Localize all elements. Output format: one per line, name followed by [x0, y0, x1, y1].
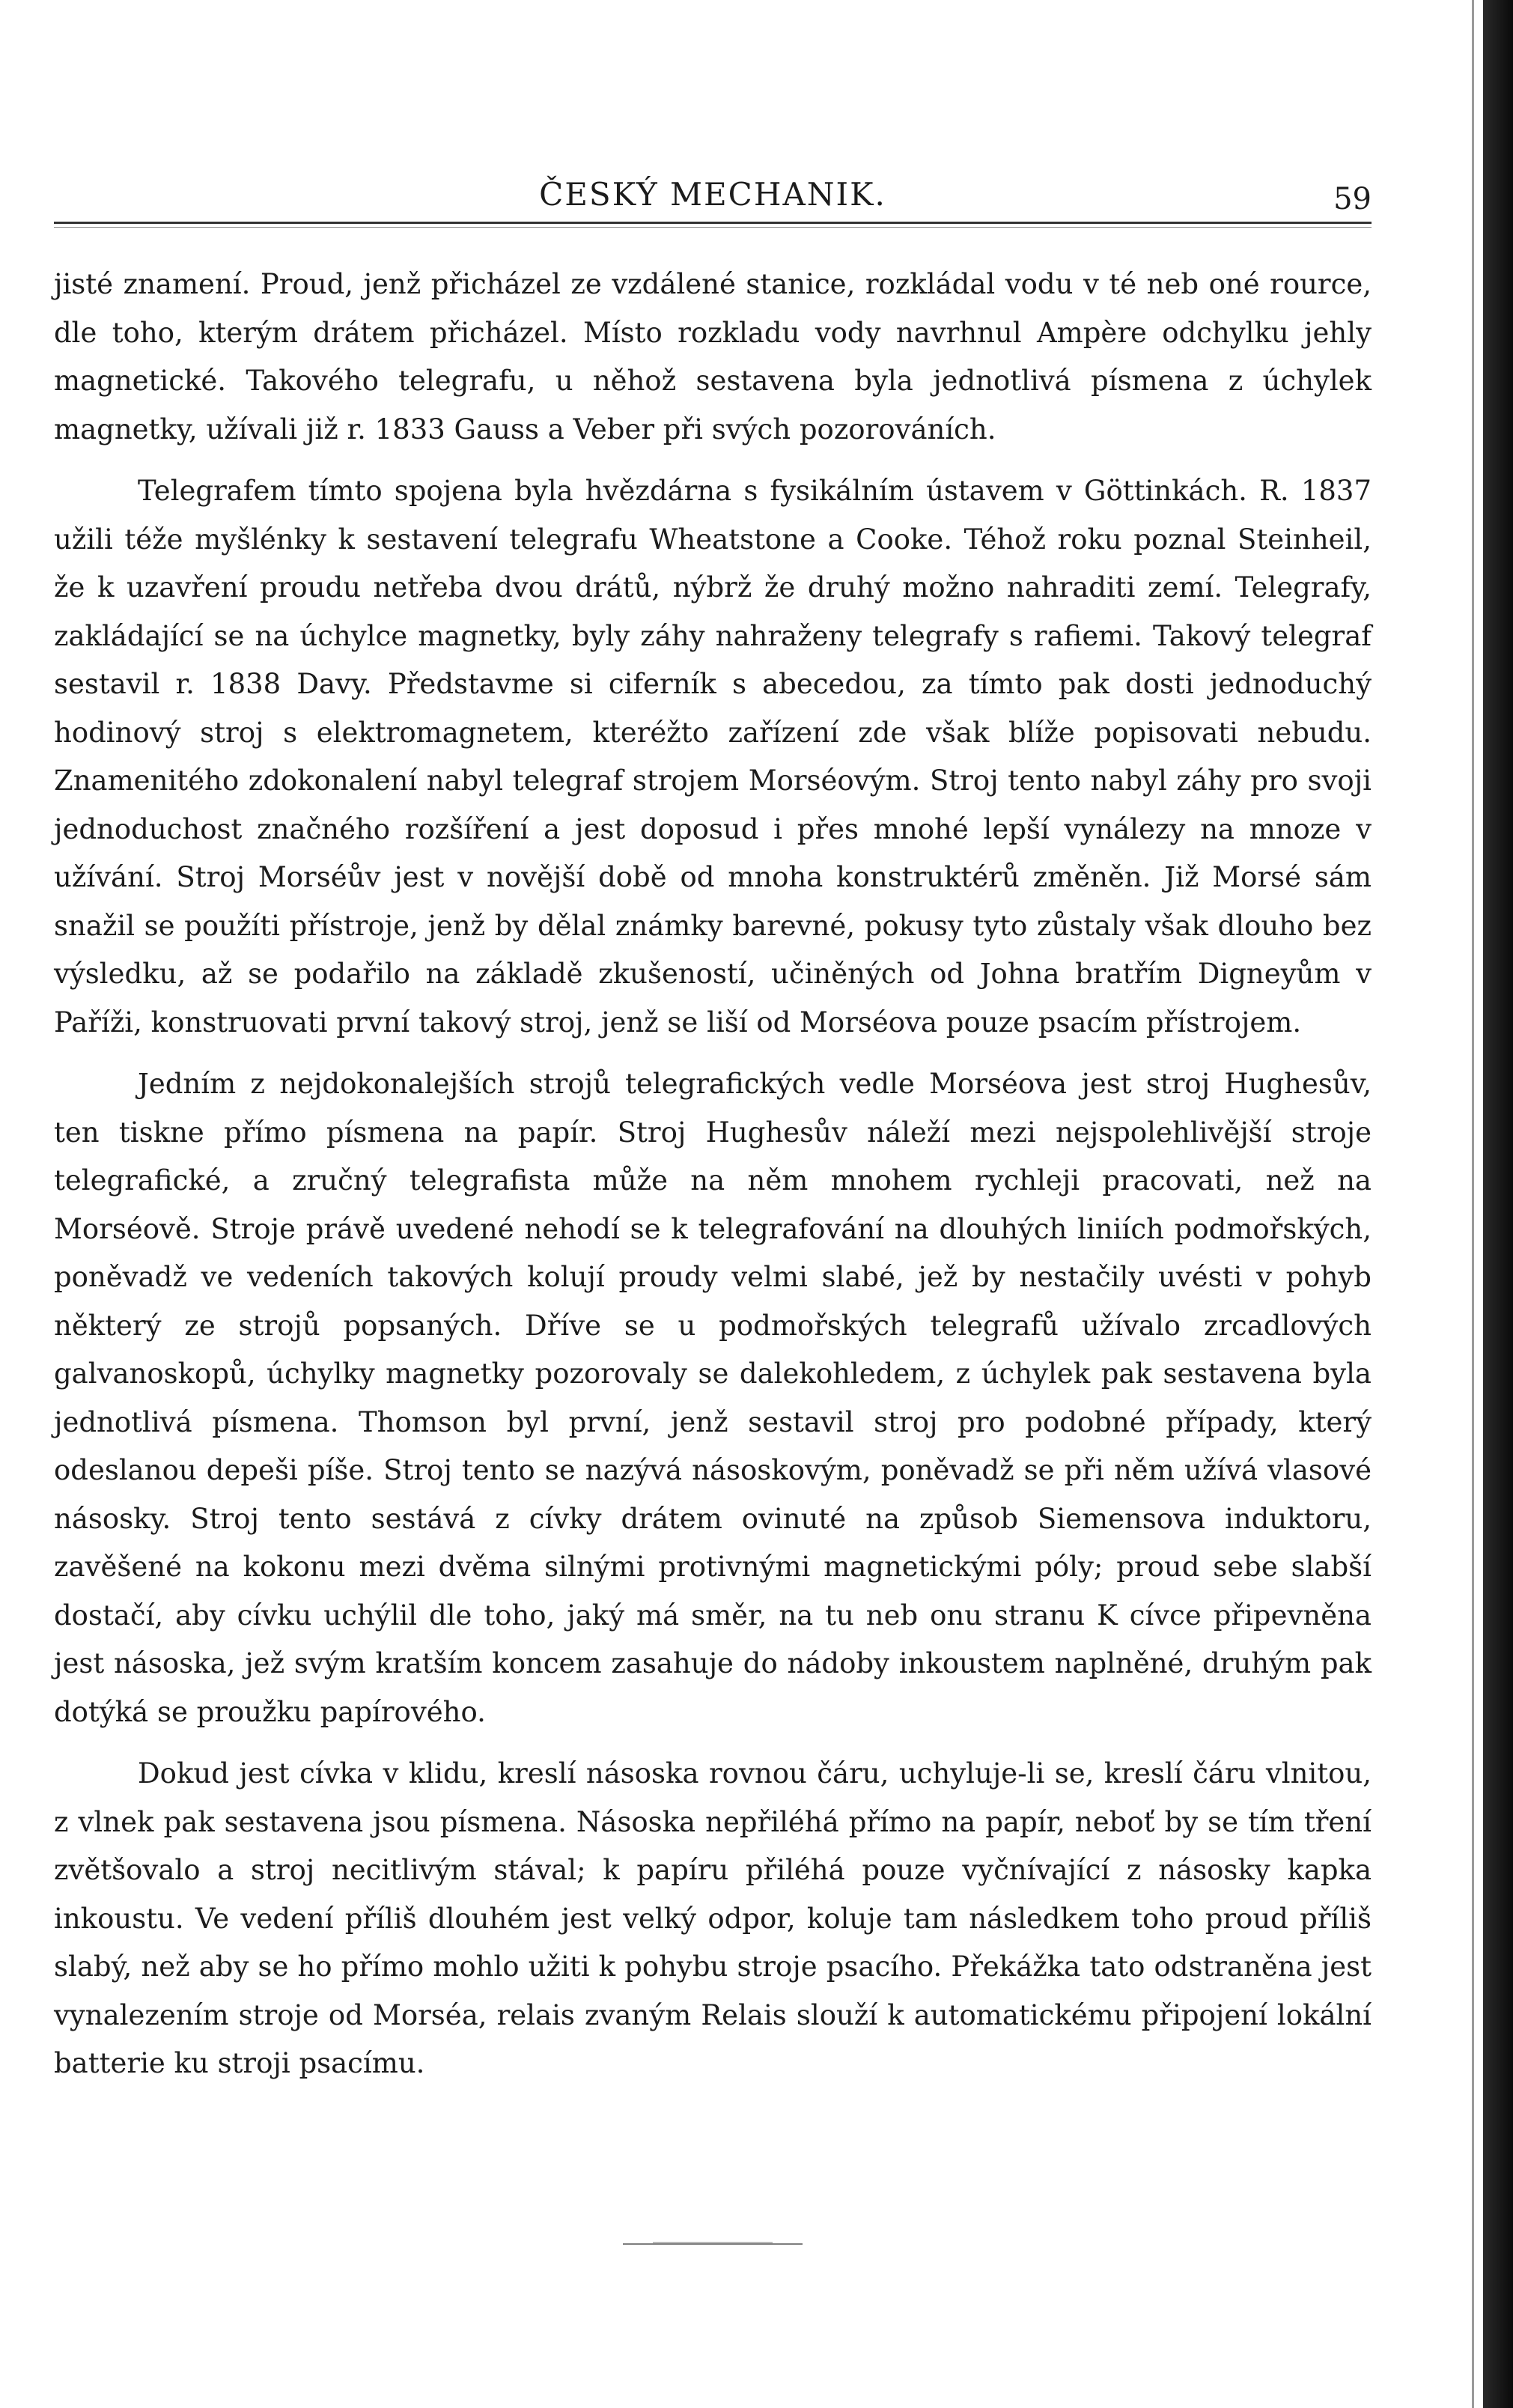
scan-margin-line [1472, 0, 1474, 2408]
scan-edge-shadow [1483, 0, 1513, 2408]
header-rule [54, 222, 1372, 224]
running-title: ČESKÝ MECHANIK. [539, 176, 886, 213]
body-text [54, 261, 1372, 2102]
header-rule-thin [54, 227, 1372, 228]
page-number: 59 [1333, 182, 1372, 216]
paragraph-4: Dokud jest cívka v klidu, kreslí násoska rovnou čáru, uchyluje-li se, kreslí čáru vlnitou, z vlnek pak sestavena jsou písmena. Násoska nepřiléhá přímo na papír, neboť by se tím tření zvětšovalo a stroj necitlivým stával; k papíru přiléhá pouze vyčnívající z násosky kapka inkoustu. Ve vedení příliš dlouhém jest velký odpor, koluje tam následkem toho proud příliš slabý, než aby se ho přímo mohlo užiti k pohybu stroje psacího. Překážka tato odstraněna jest vynalezením stroje od Morséa, relais zvaným Relais slouží k automatickému připojení lokální batterie ku stroji psacímu. [54, 1757, 1372, 2079]
paragraph-3: Jedním z nejdokonalejších strojů telegrafických vedle Morséova jest stroj Hughesův, ten tiskne přímo písmena na papír. Stroj Hughesův náleží mezi nejspolehlivější stroje telegrafické, a zručný telegrafista může na něm mnohem rychleji pracovati, než na Morséově. Stroje právě uvedené nehodí se k telegrafování na dlouhých liniích podmořských, poněvadž ve vedeních takových kolují proudy velmi slabé, jež by nestačily uvésti v pohyb některý ze strojů popsaných. Dříve se u podmořských telegrafů užívalo zrcadlových galvanoskopů, úchylky magnetky pozorovaly se dalekohledem, z úchylek pak sestavena byla jednotlivá písmena. Thomson byl první, jenž sestavil stroj pro podobné případy, který odeslanou depeši píše. Stroj tento se nazývá násoskovým, poněvadž se při něm užívá vlasové násosky. Stroj tento sestává z cívky drátem ovinuté na způsob Siemensova induktoru, zavěšené na kokonu mezi dvěma silnými protivnými magnetickými póly; proud sebe slabší dostačí, aby cívku uchýlil dle toho, jaký má směr, na tu neb onu stranu K cívce připevněna jest násoska, jež svým kratším koncem zasahuje do nádoby inkoustem naplněné, druhým pak dotýká se proužku papírového. [54, 1068, 1372, 1728]
paragraph-1: jisté znamení. Proud, jenž přicházel ze vzdálené stanice, rozkládal vodu v té neb oné rource, dle toho, kterým drátem přicházel. Místo rozkladu vody navrhnul Ampère odchylku jehly magnetické. Takového telegrafu, u něhož sestavena byla jednotlivá písmena z úchylek magnetky, užívali již r. 1833 Gauss a Veber při svých pozorováních. [54, 268, 1372, 446]
paragraph-2: Telegrafem tímto spojena byla hvězdárna s fysikálním ústavem v Göttinkách. R. 1837 užili téže myšlénky k sestavení telegrafu Wheatstone a Cooke. Téhož roku poznal Steinheil, že k uzavření proudu netřeba dvou drátů, nýbrž že druhý možno nahraditi zemí. Telegrafy, zakládající se na úchylce magnetky, byly záhy nahraženy telegrafy s rafiemi. Takový telegraf sestavil r. 1838 Davy. Představme si ciferník s abecedou, za tímto pak dosti jednoduchý hodinový stroj s elektromagnetem, kteréžto zařízení zde však blíže popisovati nebudu. Znamenitého zdokonalení nabyl telegraf strojem Morséovým. Stroj tento nabyl záhy pro svoji jednoduchost značného rozšíření a jest doposud i přes mnohé lepší vynálezy na mnoze v užívání. Stroj Morséův jest v novější době od mnoha konstruktérů změněn. Již Morsé sám snažil se použíti přístroje, jenž by dělal známky barevné, pokusy tyto zůstaly však dlouho bez výsledku, až se podařilo na základě zkušeností, učiněných od Johna bratřím Digneyům v Paříži, konstruovati první takový stroj, jenž se liší od Morséova pouze psacím přístrojem. [54, 475, 1372, 1039]
end-ornament [623, 2240, 803, 2248]
book-page [54, 0, 1372, 2408]
page-header [54, 172, 1372, 217]
